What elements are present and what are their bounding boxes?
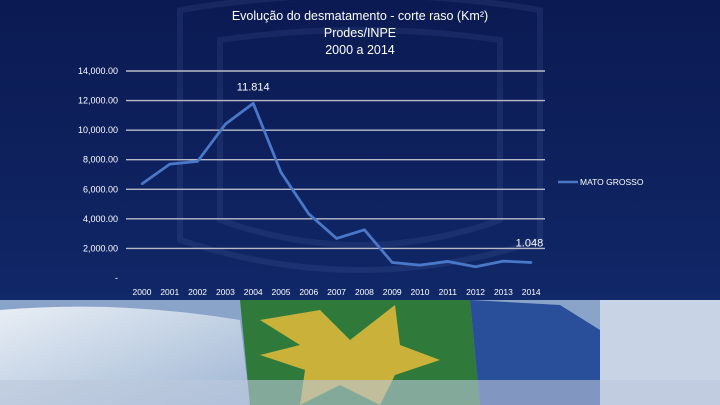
- data-point: [447, 260, 449, 262]
- gridlines: [126, 71, 545, 248]
- data-point: [169, 163, 171, 165]
- y-tick-label: 2,000.00: [82, 243, 118, 254]
- data-labels: [237, 81, 543, 249]
- chart-title-line-2: Prodes/INPE: [323, 26, 397, 40]
- x-tick-label: 2008: [354, 287, 374, 297]
- y-tick-label: 8,000.00: [82, 154, 118, 165]
- data-point: [419, 264, 421, 266]
- x-tick-label: 2007: [327, 287, 347, 297]
- y-tick-label: 4,000.00: [82, 213, 118, 224]
- data-label: 11.814: [236, 81, 270, 94]
- x-tick-label: 2014: [521, 287, 541, 297]
- data-point: [252, 102, 254, 104]
- x-tick-label: 2006: [299, 287, 319, 297]
- data-point: [224, 123, 226, 125]
- legend: [558, 177, 644, 187]
- data-label: 1.048: [515, 237, 544, 250]
- x-tick-label: 2013: [493, 287, 513, 297]
- data-point: [141, 183, 143, 185]
- x-tick-label: 2009: [382, 287, 402, 297]
- x-tick-label: 2001: [160, 287, 180, 297]
- legend-label: MATO GROSSO: [580, 177, 644, 187]
- data-point: [196, 160, 198, 162]
- series-layer: [141, 102, 533, 268]
- x-tick-label: 2002: [188, 287, 208, 297]
- data-point: [308, 213, 310, 215]
- x-tick-label: 2011: [438, 287, 457, 297]
- data-point: [502, 260, 504, 262]
- x-tick-label: 2005: [271, 287, 291, 297]
- data-point: [363, 229, 365, 231]
- y-tick-label: 10,000.00: [77, 125, 118, 136]
- y-tick-label: 6,000.00: [82, 184, 118, 195]
- x-axis-ticks: [133, 287, 541, 297]
- y-tick-label: -: [115, 273, 118, 283]
- x-tick-label: 2010: [410, 287, 430, 297]
- x-tick-label: 2004: [243, 287, 263, 297]
- data-point: [335, 237, 337, 239]
- x-tick-label: 2000: [132, 287, 152, 297]
- y-tick-label: 14,000.00: [77, 66, 118, 76]
- y-tick-label: 12,000.00: [77, 95, 118, 106]
- chart-title-line-3: 2000 a 2014: [325, 43, 395, 57]
- y-axis-ticks: [78, 66, 118, 283]
- data-point: [474, 266, 476, 268]
- chart-title-line-1: Evolução do desmatamento - corte raso (Km²): [231, 9, 489, 23]
- data-point: [391, 261, 393, 263]
- x-tick-label: 2003: [215, 287, 235, 297]
- x-tick-label: 2012: [466, 287, 486, 297]
- series-line: [142, 103, 531, 266]
- data-point: [530, 261, 532, 263]
- data-point: [280, 171, 282, 173]
